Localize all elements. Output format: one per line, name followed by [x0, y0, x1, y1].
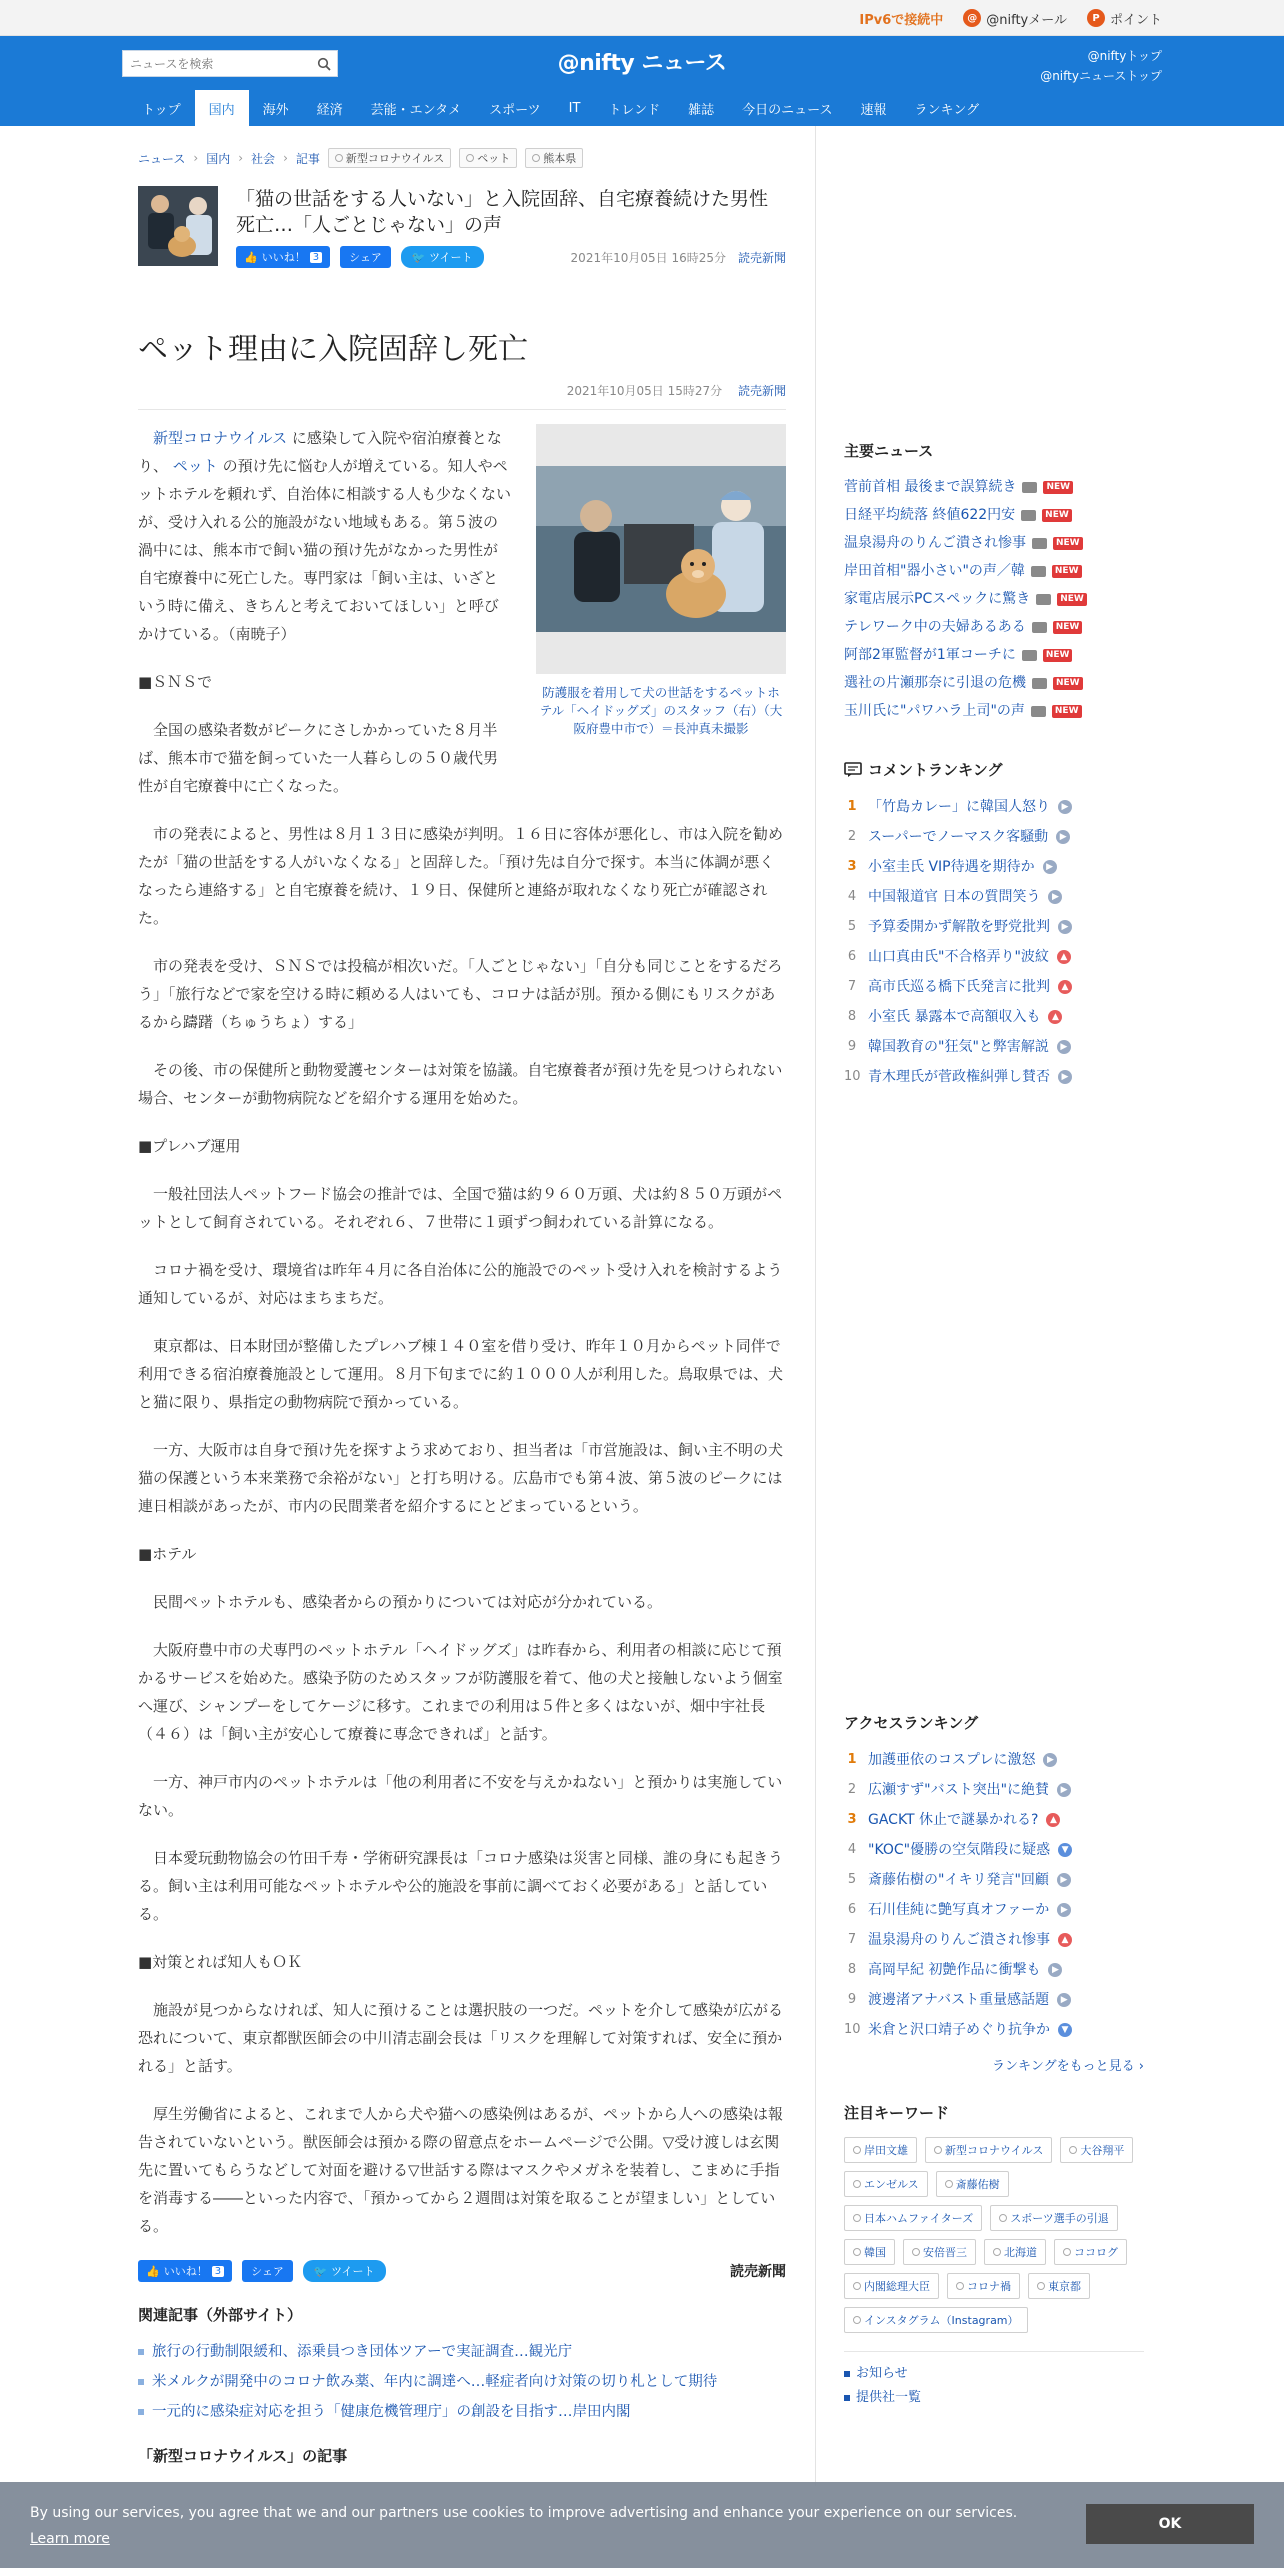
nifty-news-top-link[interactable]: @niftyニューストップ: [1040, 69, 1162, 83]
tweet-label: ツイート: [429, 251, 473, 264]
camera-icon: [1022, 650, 1037, 661]
nifty-mail-link[interactable]: [963, 9, 1067, 28]
rank-number: 6: [847, 949, 857, 964]
keyword-tag[interactable]: [844, 2273, 939, 2299]
comment-ranking-link[interactable]: 韓国教育の"狂気"と弊害解説: [868, 1039, 1049, 1055]
keyword-tag[interactable]: [844, 2307, 1028, 2333]
article-meta: [138, 382, 786, 410]
keyword-label: ココログ: [1074, 2246, 1118, 2259]
article-source[interactable]: 読売新聞: [737, 384, 786, 398]
nav-domestic[interactable]: 国内: [195, 90, 249, 126]
rank-number: 4: [847, 889, 857, 904]
access-ranking-item[interactable]: [844, 2015, 1144, 2045]
tweet-label: ツイート: [331, 2265, 375, 2278]
share-row: [236, 246, 786, 268]
article-paragraph: 市の発表によると、男性は８月１３日に感染が判明。１６日に容体が悪化し、市は入院を勧めたが「猫の世話をする人がいなくなる」と固辞した。「預け先は自分で探す。本当に体調が悪くなったら連絡する」と自宅療養を続け、１９日、保健所と連絡が取れなくなり死亡が確認された。: [138, 825, 784, 927]
crumb-society[interactable]: 社会: [251, 151, 276, 166]
notice-label: お知らせ: [856, 2366, 908, 2381]
point-label: ポイント: [1109, 12, 1162, 28]
keyword-tag[interactable]: [925, 2137, 1052, 2163]
comment-ranking-item[interactable]: [844, 942, 1144, 972]
facebook-like-button[interactable]: [236, 246, 330, 268]
article-paragraph: 全国の感染者数がピークにさしかかっていた８月半ば、熊本市で猫を飼っていた一人暮らしの５０歳代男性が自宅療養中に亡くなった。: [138, 721, 499, 795]
comment-ranking-link[interactable]: スーパーでノーマスク客騒動: [868, 829, 1049, 845]
keyword-label: 北海道: [1004, 2246, 1037, 2259]
rank-number: 9: [847, 1039, 857, 1054]
article-paragraph: 民間ペットホテルも、感染者からの預かりについては対応が分かれている。: [153, 1593, 662, 1611]
new-badge: NEW: [1043, 649, 1073, 662]
nav-top[interactable]: トップ: [142, 102, 181, 118]
keyword-tag[interactable]: [1054, 2239, 1127, 2265]
tag-label: 新型コロナウイルス: [345, 152, 445, 165]
related-external-item[interactable]: [138, 2367, 786, 2397]
access-ranking-link[interactable]: "KOC"優勝の空気階段に疑惑: [868, 1842, 1051, 1858]
main-news-item[interactable]: [844, 501, 1144, 529]
article-body: [138, 424, 786, 2240]
keyword-label: 新型コロナウイルス: [945, 2144, 1044, 2157]
keyword-label: スポーツ選手の引退: [1010, 2212, 1109, 2225]
mail-icon: @: [963, 9, 981, 27]
keyword-tag[interactable]: [990, 2205, 1118, 2231]
comment-ranking-link[interactable]: 山口真由氏"不合格弄り"波紋: [868, 949, 1049, 965]
twitter-bird-icon: 🐦: [313, 2265, 328, 2278]
main-news-link[interactable]: 日経平均続落 終値622円安: [844, 507, 1016, 523]
twitter-bird-icon: 🐦: [411, 251, 426, 264]
comment-ranking-item[interactable]: [844, 852, 1144, 882]
article-paragraph: その後、市の保健所と動物愛護センターは対策を協議。自宅療養者が預け先を見つけられない場合、センターが動物病院などを紹介する運用を始めた。: [138, 1061, 783, 1107]
keyword-tag[interactable]: [1028, 2273, 1090, 2299]
keyword-label: 斎藤佑樹: [955, 2178, 1000, 2191]
keyword-tag[interactable]: [936, 2171, 1009, 2197]
rank-arrow-down-icon: ▼: [1058, 1843, 1072, 1857]
rank-number: 1: [847, 1752, 857, 1767]
rank-number: 5: [847, 1872, 857, 1887]
tweet-button[interactable]: [303, 2260, 386, 2282]
main-news-link[interactable]: 岸田首相"器小さい"の声／韓: [844, 563, 1025, 579]
article-paragraph: コロナ禍を受け、環境省は昨年４月に各自治体に公的施設でのペット受け入れを検討するよう通知しているが、対応はまちまちだ。: [138, 1261, 783, 1307]
thumbs-up-icon: 👍: [244, 250, 258, 264]
main-news-item[interactable]: [844, 557, 1144, 585]
rank-arrow-flat-icon: ▶: [1057, 1783, 1071, 1797]
related-article-header: [138, 186, 786, 268]
comment-ranking-link[interactable]: 小室氏 暴露本で高額収入も: [868, 1009, 1041, 1025]
crumb-news[interactable]: ニュース: [138, 151, 186, 166]
keyword-tag[interactable]: [844, 2239, 895, 2265]
ad-space: [844, 150, 1144, 440]
main-news-list: [844, 473, 1144, 725]
like-label: いいね！: [261, 251, 306, 264]
main-news-item[interactable]: [844, 641, 1144, 669]
access-ranking-link[interactable]: 広瀬すず"バスト突出"に絶賛: [868, 1782, 1050, 1798]
comment-ranking-item[interactable]: [844, 1032, 1144, 1062]
access-ranking-item[interactable]: [844, 1745, 1144, 1775]
tag-icon: [466, 154, 474, 162]
rank-arrow-flat-icon: ▶: [1048, 890, 1062, 904]
tweet-button[interactable]: [401, 246, 484, 268]
related-article-title[interactable]: 「猫の世話をする人いない」と入院固辞、自宅療養続けた男性死亡…「人ごとじゃない」の声: [236, 188, 769, 236]
rank-number: 8: [847, 1009, 857, 1024]
section-heading: ■プレハブ運用: [138, 1137, 241, 1155]
point-link[interactable]: [1087, 9, 1162, 28]
rank-arrow-flat-icon: ▶: [1043, 860, 1057, 874]
tag-icon: [532, 154, 540, 162]
keyword-tag[interactable]: [947, 2273, 1020, 2299]
site-header: [0, 36, 1284, 126]
bottom-share-row: [138, 2260, 786, 2282]
tag-icon: [1037, 2282, 1045, 2290]
lead-text-b: の預け先に悩む人が増えている。知人やペットホテルを頼れず、自治体に相談する人も少なくないが、受け入れる公的施設がない地域もある。第５波の渦中には、熊本市で飼い猫の預け先がなかった男性が自宅療養中に死亡した。専門家は「飼い主は、いざという時に備え、きちんと考えておいてほしい」と呼びかけている。（南暁子）: [138, 457, 512, 643]
crumb-domestic[interactable]: 国内: [206, 151, 231, 166]
access-ranking-item[interactable]: [844, 1835, 1144, 1865]
new-badge: NEW: [1053, 677, 1083, 690]
related-article-thumbnail[interactable]: [138, 186, 218, 266]
article-title: ペット理由に入院固辞し死亡: [138, 332, 528, 367]
related-external-link[interactable]: 一元的に感染症対応を担う「健康危機管理庁」の創設を目指す…岸田内閣: [152, 2404, 631, 2420]
rank-number: 7: [847, 979, 857, 994]
new-badge: NEW: [1052, 705, 1082, 718]
rank-number: 10: [844, 2022, 861, 2037]
keyword-label: 内閣総理大臣: [864, 2280, 930, 2293]
nav-today[interactable]: 今日のニュース: [742, 102, 833, 118]
main-news-link[interactable]: 選社の片瀬那奈に引退の危機: [844, 675, 1026, 691]
top-strip: [0, 0, 1284, 36]
photo-caption: 防護服を着用して犬の世話をするペットホテル「ヘイドッグズ」のスタッフ（右）（大阪府豊中市で）＝長沖真未撮影: [539, 685, 783, 736]
comment-ranking-link[interactable]: 予算委開かず解散を野党批判: [868, 919, 1050, 935]
related-external-item[interactable]: [138, 2337, 786, 2367]
yomiuri-logo: 読売新聞: [730, 2264, 786, 2280]
camera-icon: [1036, 594, 1051, 605]
providers-label: 提供社一覧: [856, 2390, 922, 2405]
comment-ranking-title: [844, 759, 1144, 780]
breadcrumb: ニュース › 国内 › 社会 › 記事 新型コロナウイルス ペット 熊本県: [138, 148, 786, 168]
camera-icon: [1022, 482, 1037, 493]
rank-arrow-up-icon: ▲: [1058, 980, 1072, 994]
ad-space: [844, 1092, 1144, 1712]
tag-label: ペット: [477, 152, 511, 165]
tag-icon: [853, 2214, 861, 2222]
related-external-item[interactable]: [138, 2397, 786, 2427]
facebook-share-button[interactable]: シェア: [242, 2260, 293, 2282]
keyword-label: 日本ハムファイターズ: [864, 2212, 974, 2225]
nav-sports[interactable]: スポーツ: [489, 102, 541, 118]
keyword-label: インスタグラム（Instagram）: [864, 2314, 1019, 2327]
rank-number: 2: [847, 829, 857, 844]
nav-magazine[interactable]: 雑誌: [688, 102, 715, 118]
keyword-tag[interactable]: [844, 2205, 982, 2231]
rank-number: 3: [847, 1812, 857, 1827]
tag-icon: [945, 2180, 953, 2188]
bullet-icon: [844, 2395, 850, 2401]
point-icon: P: [1087, 9, 1105, 27]
main-news-link[interactable]: テレワーク中の夫婦あるある: [844, 619, 1026, 635]
article-paragraph: 一方、神戸市内のペットホテルは「他の利用者に不安を与えかねない」と預かりは実施していない。: [138, 1773, 783, 1819]
comment-ranking-item[interactable]: [844, 1002, 1144, 1032]
article-paragraph: 一般社団法人ペットフード協会の推計では、全国で猫は約９６０万頭、犬は約８５０万頭がペットとして飼育されている。それぞれ６、７世帯に１頭ずつ飼われている計算になる。: [138, 1185, 783, 1231]
tag-kumamoto[interactable]: [525, 148, 583, 168]
like-count: 3: [212, 2266, 224, 2277]
like-label: いいね！: [163, 2265, 208, 2278]
nav-it[interactable]: IT: [568, 100, 581, 116]
related-external-link[interactable]: 米メルクが開発中のコロナ飲み薬、年内に調達へ…軽症者向け対策の切り札として期待: [152, 2374, 718, 2390]
related-article-source[interactable]: 読売新聞: [737, 250, 786, 265]
comment-ranking-list: [844, 792, 1144, 1092]
lead-text-a: に感染して入院や宿泊療養となり、: [138, 429, 502, 475]
like-count: 3: [310, 252, 322, 263]
tag-label: 熊本県: [543, 152, 577, 165]
bullet-icon: [138, 2379, 144, 2385]
access-ranking-title: アクセスランキング: [844, 1714, 979, 1732]
tag-icon: [853, 2316, 861, 2324]
rank-arrow-flat-icon: ▶: [1043, 1753, 1057, 1767]
comment-icon: [844, 762, 862, 778]
access-ranking-link[interactable]: 米倉と沢口靖子めぐり抗争か: [868, 2022, 1050, 2038]
camera-icon: [1021, 510, 1036, 521]
tag-icon: [853, 2282, 861, 2290]
access-ranking-link[interactable]: GACKT 休止で謎暴かれる?: [868, 1812, 1039, 1828]
tag-icon: [1063, 2248, 1071, 2256]
keyword-label: 東京都: [1048, 2280, 1081, 2293]
main-news-title: 主要ニュース: [844, 442, 934, 460]
article-paragraph: 大阪府豊中市の犬専門のペットホテル「ヘイドッグズ」は昨春から、利用者の相談に応じて預かるサービスを始めた。感染予防のためスタッフが防護服を着て、他の犬と接触しないよう個室へ運び、シャンプーをしてケージに移す。これまでの利用は５件と多くはないが、畑中宇社長（４６）は「飼い主が安心して療養に専念できれば」と話す。: [138, 1641, 783, 1743]
keyword-link-pet[interactable]: ペット: [172, 457, 218, 475]
nav-entertainment[interactable]: 芸能・エンタメ: [370, 102, 462, 118]
rank-number: 2: [847, 1782, 857, 1797]
rank-number: 9: [847, 1992, 857, 2007]
related-article-date: 2021年10月05日 16時25分: [570, 250, 726, 265]
main-news-link[interactable]: 阿部2軍監督が1軍コーチに: [844, 647, 1016, 663]
nifty-mail-label: @niftyメール: [986, 12, 1067, 28]
section-heading: ■対策とれば知人もＯＫ: [138, 1953, 303, 1971]
article-paragraph: 施設が見つからなければ、知人に預けることは選択肢の一つだ。ペットを介して感染が広がる恐れについて、東京都獣医師会の中川清志副会長は「リスクを理解して対策すれば、安全に預かれる」と話す。: [138, 2001, 784, 2075]
facebook-share-button[interactable]: シェア: [340, 246, 391, 268]
article-paragraph: 日本愛玩動物協会の竹田千寿・学術研究課長は「コロナ感染は災害と同様、誰の身にも起きうる。飼い主は利用可能なペットホテルや公的施設を事前に調べておく必要がある」と話している。: [138, 1849, 784, 1923]
article-paragraph: 厚生労働省によると、これまで人から犬や猫への感染例はあるが、ペットから人への感染は報告されていないという。獣医師会は預かる際の留意点をホームページで公開。▽受け渡しは玄関先に置いてもらうなどして対面を避ける▽世話する際はマスクやメガネを装着し、こまめに手指を消毒する――といった内容で、「預かってから２週間は対策を取ることが望ましい」としている。: [138, 2105, 784, 2235]
main-news-item[interactable]: [844, 669, 1144, 697]
main-news-item[interactable]: [844, 529, 1144, 557]
article-date: 2021年10月05日 15時27分: [566, 384, 723, 398]
new-badge: NEW: [1042, 509, 1072, 522]
comment-ranking-item[interactable]: [844, 822, 1144, 852]
tag-icon: [993, 2248, 1001, 2256]
access-ranking-link[interactable]: 斎藤佑樹の"イキリ発言"回顧: [868, 1872, 1049, 1888]
rank-number: 3: [847, 859, 857, 874]
main-news-item[interactable]: [844, 473, 1144, 501]
keyword-tags: [844, 2137, 1144, 2333]
comment-ranking-item[interactable]: [844, 882, 1144, 912]
column-divider: [815, 126, 816, 2486]
access-ranking-item[interactable]: [844, 1895, 1144, 1925]
main-nav: [128, 90, 993, 126]
camera-icon: [1031, 566, 1046, 577]
tag-icon: [934, 2146, 942, 2154]
keyword-tag[interactable]: [984, 2239, 1046, 2265]
comment-ranking-link[interactable]: 青木理氏が菅政権糾弾し賛否: [868, 1069, 1050, 1085]
bullet-icon: [844, 2371, 850, 2377]
comment-ranking-item[interactable]: [844, 792, 1144, 822]
access-ranking-list: [844, 1745, 1144, 2045]
cookie-text-block: [30, 2500, 1017, 2552]
header-links: [1040, 46, 1162, 86]
main-news-item[interactable]: [844, 613, 1144, 641]
rank-arrow-down-icon: ▼: [1058, 2023, 1072, 2037]
access-ranking-link[interactable]: 高岡早紀 初艶作品に衝撃も: [868, 1962, 1041, 1978]
bullet-icon: [138, 2409, 144, 2415]
main-news-item[interactable]: [844, 585, 1144, 613]
rank-number: 4: [847, 1842, 857, 1857]
tag-icon: [956, 2282, 964, 2290]
crumb-article[interactable]: 記事: [295, 151, 320, 166]
comment-ranking-link[interactable]: 高市氏巡る橋下氏発言に批判: [868, 979, 1050, 995]
keyword-label: エンゼルス: [864, 2178, 919, 2191]
nav-ranking[interactable]: ランキング: [914, 102, 980, 118]
comment-ranking-item[interactable]: [844, 1062, 1144, 1092]
covid-articles-title: 「新型コロナウイルス」の記事: [138, 2447, 348, 2465]
rank-arrow-up-icon: ▲: [1058, 1933, 1072, 1947]
more-ranking-link[interactable]: ランキングをもっと見る ›: [992, 2059, 1144, 2074]
rank-arrow-flat-icon: ▶: [1057, 1040, 1071, 1054]
tag-pet[interactable]: [459, 148, 517, 168]
tag-icon: [853, 2248, 861, 2256]
sidebar: [844, 150, 1144, 2410]
camera-icon: [1032, 538, 1047, 549]
keyword-tag[interactable]: [844, 2137, 917, 2163]
nav-trend[interactable]: トレンド: [608, 102, 661, 118]
article-figure: [536, 424, 786, 738]
rank-number: 7: [847, 1932, 857, 1947]
tag-icon: [853, 2180, 861, 2188]
comment-ranking-item[interactable]: [844, 912, 1144, 942]
rank-arrow-up-icon: ▲: [1046, 1813, 1060, 1827]
nifty-top-link[interactable]: @niftyトップ: [1087, 49, 1162, 63]
main-news-link[interactable]: 菅前首相 最後まで誤算続き: [844, 479, 1017, 495]
keyword-label: 大谷翔平: [1080, 2144, 1125, 2157]
keyword-label: 安倍晋三: [923, 2246, 967, 2259]
rank-number: 10: [844, 1069, 861, 1084]
article-photo[interactable]: [536, 424, 786, 674]
new-badge: NEW: [1043, 481, 1073, 494]
main-news-item[interactable]: [844, 697, 1144, 725]
thumbs-up-icon: 👍: [146, 2264, 160, 2278]
related-external-link[interactable]: 旅行の行動制限緩和、添乗員つき団体ツアーで実証調査…観光庁: [152, 2344, 573, 2360]
tag-icon: [853, 2146, 861, 2154]
access-ranking-item[interactable]: [844, 1955, 1144, 1985]
comment-ranking-item[interactable]: [844, 972, 1144, 1002]
keyword-label: 岸田文雄: [864, 2144, 908, 2157]
nav-world[interactable]: 海外: [262, 102, 289, 118]
keyword-tag[interactable]: [903, 2239, 976, 2265]
cookie-banner: [0, 2482, 1284, 2568]
article-paragraph: 東京都は、日本財団が整備したプレハブ棟１４０室を借り受け、昨年１０月からペット同伴で利用できる宿泊療養施設として運用。８月下旬までに約１０００人が利用した。鳥取県では、犬と猫に限り、県指定の動物病院で預かっている。: [138, 1337, 784, 1411]
new-badge: NEW: [1052, 565, 1082, 578]
rank-arrow-flat-icon: ▶: [1057, 1903, 1071, 1917]
tag-icon: [1069, 2146, 1077, 2154]
rank-arrow-flat-icon: ▶: [1057, 1993, 1071, 2007]
nav-economy[interactable]: 経済: [316, 102, 343, 118]
access-ranking-item[interactable]: [844, 1775, 1144, 1805]
notice-link[interactable]: [844, 2362, 1144, 2386]
access-ranking-link[interactable]: 渡邊渚アナバスト重量感話題: [868, 1992, 1050, 2008]
article-paragraph: 市の発表を受け、ＳＮＳでは投稿が相次いだ。「人ごとじゃない」「自分も同じことをするだろう」「旅行などで家を空ける時に頼める人はいても、コロナは話が別。預かる側にもリスクがあるから躊躇（ちゅうちょ）する」: [138, 957, 783, 1031]
comment-ranking-link[interactable]: 中国報道官 日本の質問笑う: [868, 889, 1041, 905]
access-ranking-item[interactable]: [844, 1805, 1144, 1835]
comment-ranking-link[interactable]: 「竹島カレー」に韓国人怒り: [868, 799, 1050, 815]
access-ranking-item[interactable]: [844, 1865, 1144, 1895]
rank-number: 8: [847, 1962, 857, 1977]
keyword-tag[interactable]: [1060, 2137, 1133, 2163]
section-heading: ■ホテル: [138, 1545, 197, 1563]
rank-arrow-flat-icon: ▶: [1056, 830, 1070, 844]
new-badge: NEW: [1053, 621, 1083, 634]
main-column: [138, 148, 786, 2466]
rank-arrow-flat-icon: ▶: [1058, 920, 1072, 934]
rank-arrow-flat-icon: ▶: [1058, 1070, 1072, 1084]
keyword-label: 韓国: [864, 2246, 886, 2259]
access-ranking-item[interactable]: [844, 1985, 1144, 2015]
tag-icon: [335, 154, 343, 162]
tag-covid[interactable]: [328, 148, 451, 168]
access-ranking-item[interactable]: [844, 1925, 1144, 1955]
nav-breaking[interactable]: 速報: [860, 102, 887, 118]
sidebar-footer-links: [844, 2351, 1144, 2410]
keyword-link-covid[interactable]: 新型コロナウイルス: [153, 429, 288, 447]
new-badge: NEW: [1057, 593, 1087, 606]
rank-arrow-flat-icon: ▶: [1057, 1873, 1071, 1887]
main-news-link[interactable]: 玉川氏に"パワハラ上司"の声: [844, 703, 1025, 719]
main-news-link[interactable]: 家電店展示PCスペックに驚き: [844, 591, 1031, 607]
related-external-list: [138, 2337, 786, 2427]
rank-number: 6: [847, 1902, 857, 1917]
main-news-link[interactable]: 温泉湯舟のりんご潰され惨事: [844, 535, 1026, 551]
tag-icon: [912, 2248, 920, 2256]
camera-icon: [1032, 678, 1047, 689]
rank-number: 5: [847, 919, 857, 934]
rank-number: 1: [847, 799, 857, 814]
access-ranking-link[interactable]: 温泉湯舟のりんご潰され惨事: [868, 1932, 1050, 1948]
keyword-tag[interactable]: [844, 2171, 928, 2197]
keywords-title: 注目キーワード: [844, 2104, 950, 2122]
camera-icon: [1031, 706, 1046, 717]
cookie-ok-button[interactable]: OK: [1086, 2504, 1254, 2544]
access-ranking-link[interactable]: 石川佳純に艶写真オファーか: [868, 1902, 1050, 1918]
cookie-text: By using our services, you agree that we and our partners use cookies to improve advertising and enhance your experience on our services.: [30, 2505, 1018, 2521]
facebook-like-button[interactable]: [138, 2260, 232, 2282]
article-paragraph: 一方、大阪市は自身で預け先を探すよう求めており、担当者は「市営施設は、飼い主不明の犬猫の保護という本来業務で余裕がない」と打ち明ける。広島市でも第４波、第５波のピークには連日相談があったが、市内の民間業者を紹介するにとどまっているという。: [138, 1441, 784, 1515]
bullet-icon: [138, 2349, 144, 2355]
new-badge: NEW: [1053, 537, 1083, 550]
tag-icon: [999, 2214, 1007, 2222]
rank-arrow-flat-icon: ▶: [1058, 800, 1072, 814]
related-article-meta: [571, 249, 786, 266]
rank-arrow-flat-icon: ▶: [1048, 1963, 1062, 1977]
comment-ranking-label: コメントランキング: [868, 761, 1003, 779]
site-logo[interactable]: @nifty ニュース: [557, 51, 727, 76]
comment-ranking-link[interactable]: 小室圭氏 VIP待遇を期待か: [868, 859, 1035, 875]
section-heading: ■ＳＮＳで: [138, 673, 213, 691]
ipv6-status: IPv6で接続中: [859, 12, 944, 28]
rank-arrow-up-icon: ▲: [1048, 1010, 1062, 1024]
camera-icon: [1032, 622, 1047, 633]
cookie-learn-more-link[interactable]: Learn more: [30, 2531, 110, 2547]
related-external-title: 関連記事（外部サイト）: [138, 2306, 302, 2324]
providers-link[interactable]: [844, 2386, 1144, 2410]
keyword-label: コロナ禍: [967, 2280, 1011, 2293]
access-ranking-link[interactable]: 加護亜依のコスプレに激怒: [868, 1752, 1036, 1768]
rank-arrow-up-icon: ▲: [1057, 950, 1071, 964]
